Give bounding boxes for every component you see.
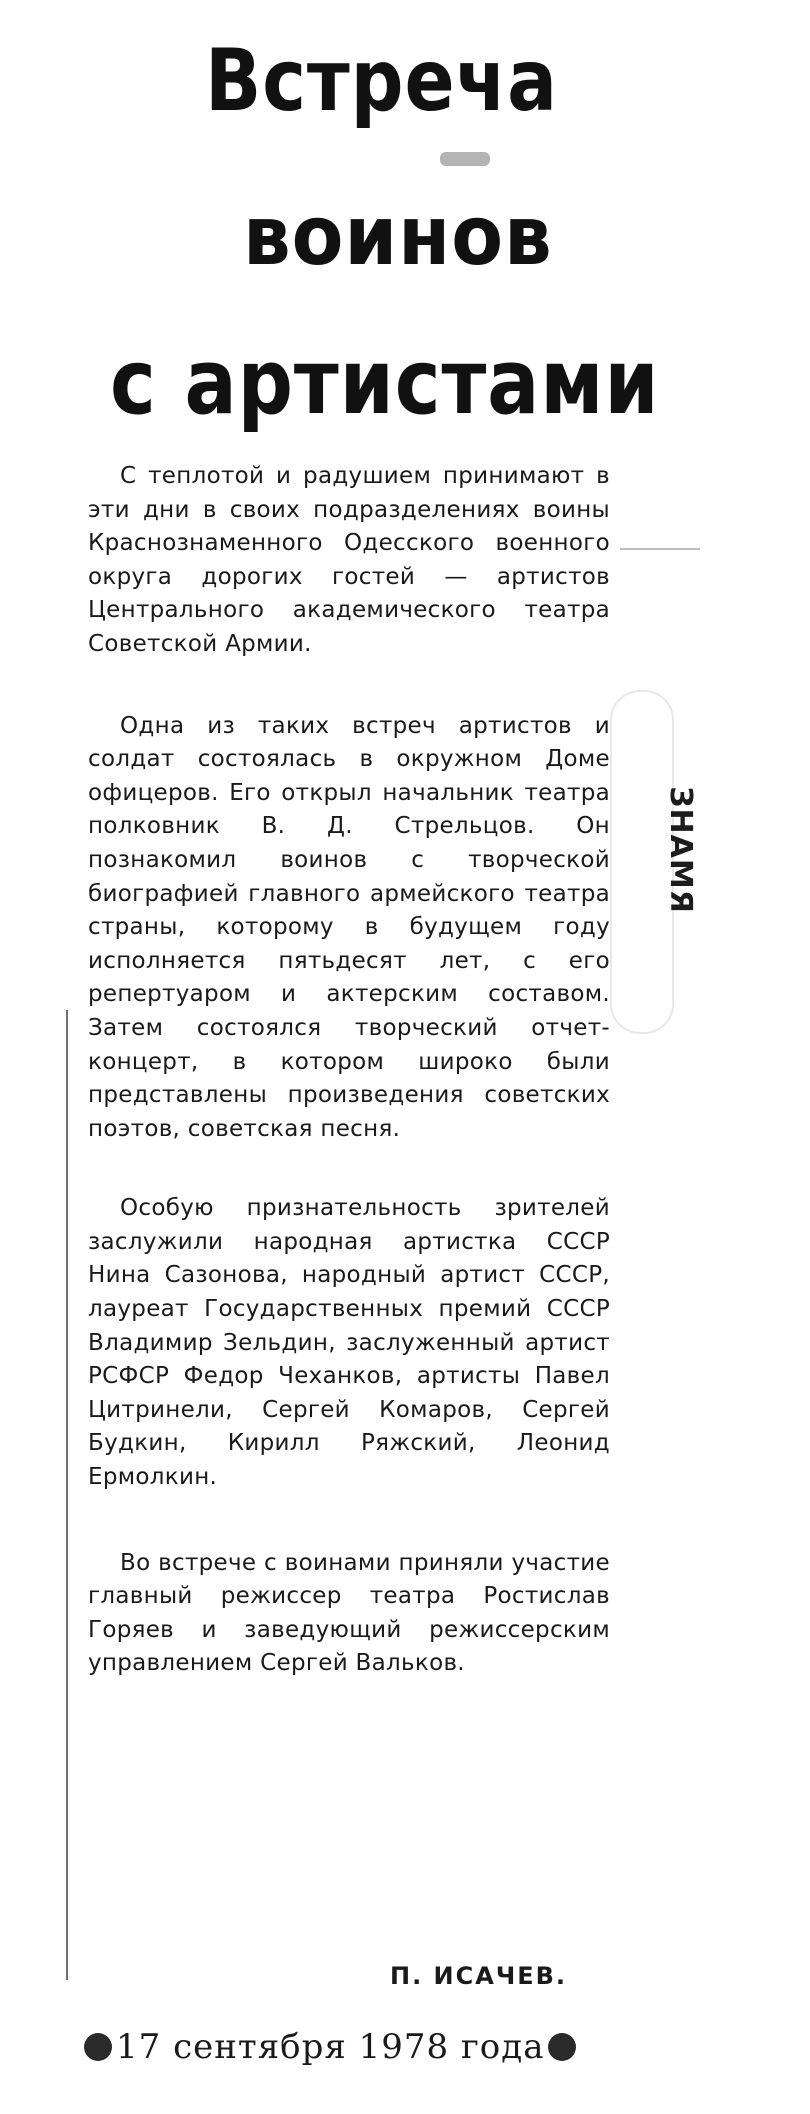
paragraph: Особую признательность зрителей заслужили народная артистка СССР Нина Сазонова, народный артист СССР, лауреат Государственных премий СССР Владимир Зельдин, заслуженный артист РСФСР Федор Чеханков, артисты Павел Цитринели, Сергей Комаров, Сергей Будкин, Кирилл Ряжский, Леонид Ермолкин. bbox=[88, 1195, 610, 1491]
ink-smudge bbox=[440, 152, 490, 166]
margin-tick bbox=[620, 548, 700, 550]
bullet-dot-icon bbox=[84, 2033, 112, 2061]
side-stamp-text: ЗНАМЯ bbox=[663, 786, 699, 914]
paragraph: Во встрече с воинами приняли участие главный режиссер театра Ростислав Горяев и заведующий режиссерским управлением Сергей Вальков. bbox=[88, 1549, 610, 1677]
headline-line-2: воинов bbox=[243, 189, 553, 284]
side-stamp bbox=[655, 600, 707, 1100]
paragraph: С теплотой и радушием принимают в эти дни в своих подразделениях воины Краснознаменного Одесского военного округа дорогих гостей — артистов Центрального академического театра Советской Армии. bbox=[88, 463, 610, 657]
author-signature: П. ИСАЧЕВ. bbox=[390, 1962, 568, 1990]
headline-line-1: Встреча bbox=[205, 31, 558, 131]
article-body bbox=[88, 460, 610, 1729]
dateline bbox=[84, 2024, 614, 2070]
margin-rule bbox=[66, 1010, 68, 1980]
headline-line-3: с артистами bbox=[110, 330, 660, 435]
bullet-dot-icon bbox=[548, 2033, 576, 2061]
date-text: 17 сентября 1978 года bbox=[116, 2027, 545, 2067]
paragraph: Одна из таких встреч артистов и солдат состоялась в окружном Доме офицеров. Его открыл начальник театра полковник В. Д. Стрельцов. Он познакомил воинов с творческой биографией главного армейского театра страны, которому в будущем году исполняется пятьдесят лет, с его репертуаром и актерским составом. Затем состоялся творческий отчет-концерт, в котором широко были представлены произведения советских поэтов, советская песня. bbox=[88, 712, 610, 1142]
